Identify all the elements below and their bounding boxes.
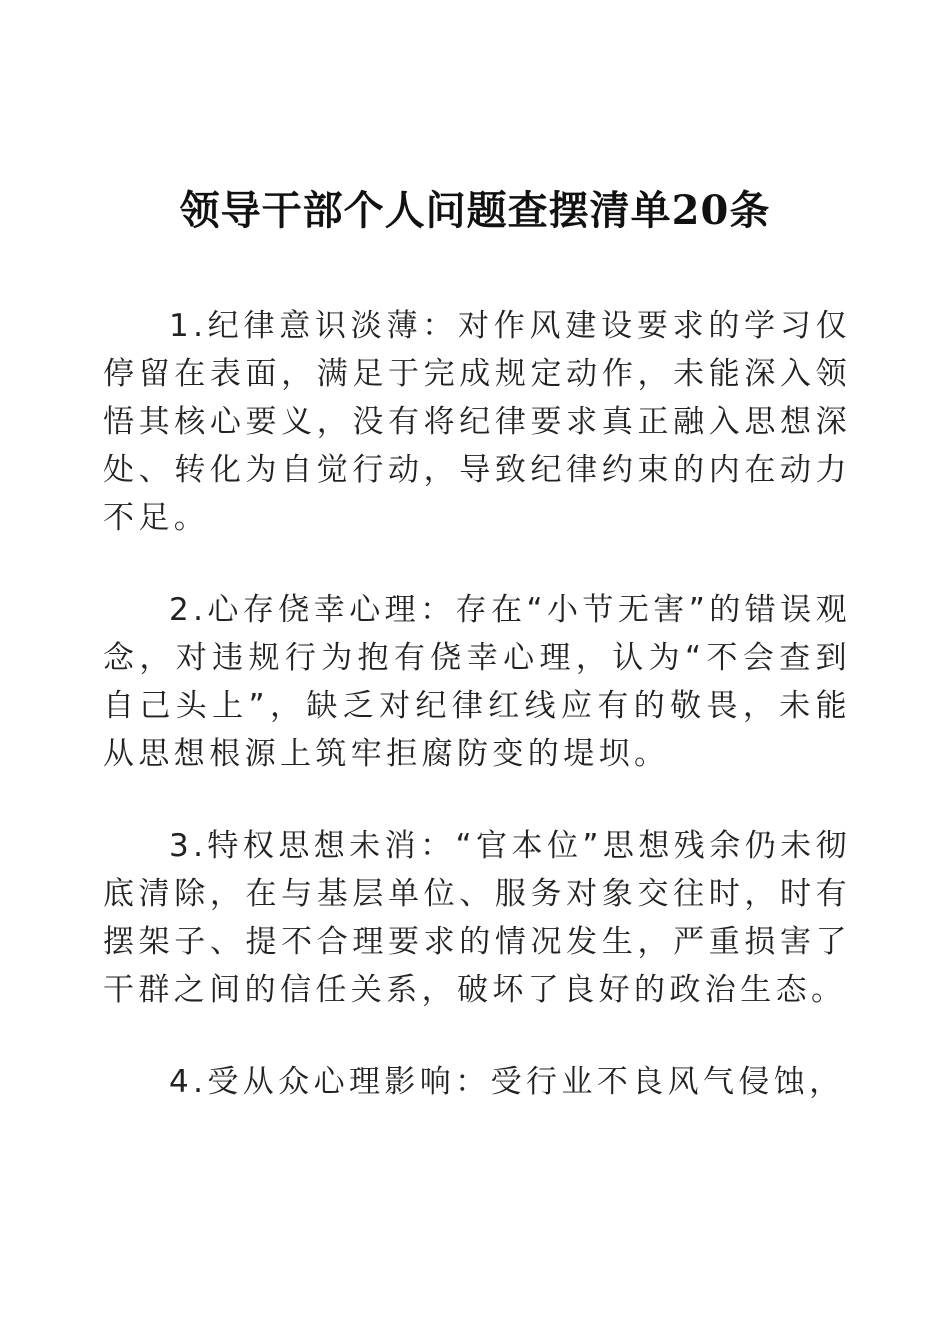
paragraph-3: 3.特权思想未消：“官本位”思想残余仍未彻底清除，在与基层单位、服务对象交往时，时有摆架子、提不合理要求的情况发生，严重损害了干群之间的信任关系，破坏了良好的政治生态。 bbox=[103, 828, 851, 1008]
document-body bbox=[103, 302, 851, 1150]
document-title: 领导干部个人问题查摆清单20条 bbox=[179, 187, 771, 234]
paragraph-1: 1.纪律意识淡薄：对作风建设要求的学习仅停留在表面，满足于完成规定动作，未能深入领悟其核心要义，没有将纪律要求真正融入思想深处、转化为自觉行动，导致纪律约束的内在动力不足。 bbox=[103, 308, 851, 536]
paragraph-2: 2.心存侥幸心理：存在“小节无害”的错误观念，对违规行为抱有侥幸心理，认为“不会查到自己头上”，缺乏对纪律红线应有的敬畏，未能从思想根源上筑牢拒腐防变的堤坝。 bbox=[103, 592, 851, 772]
paragraph-4: 4.受从众心理影响：受行业不良风气侵蚀， bbox=[169, 1064, 845, 1100]
